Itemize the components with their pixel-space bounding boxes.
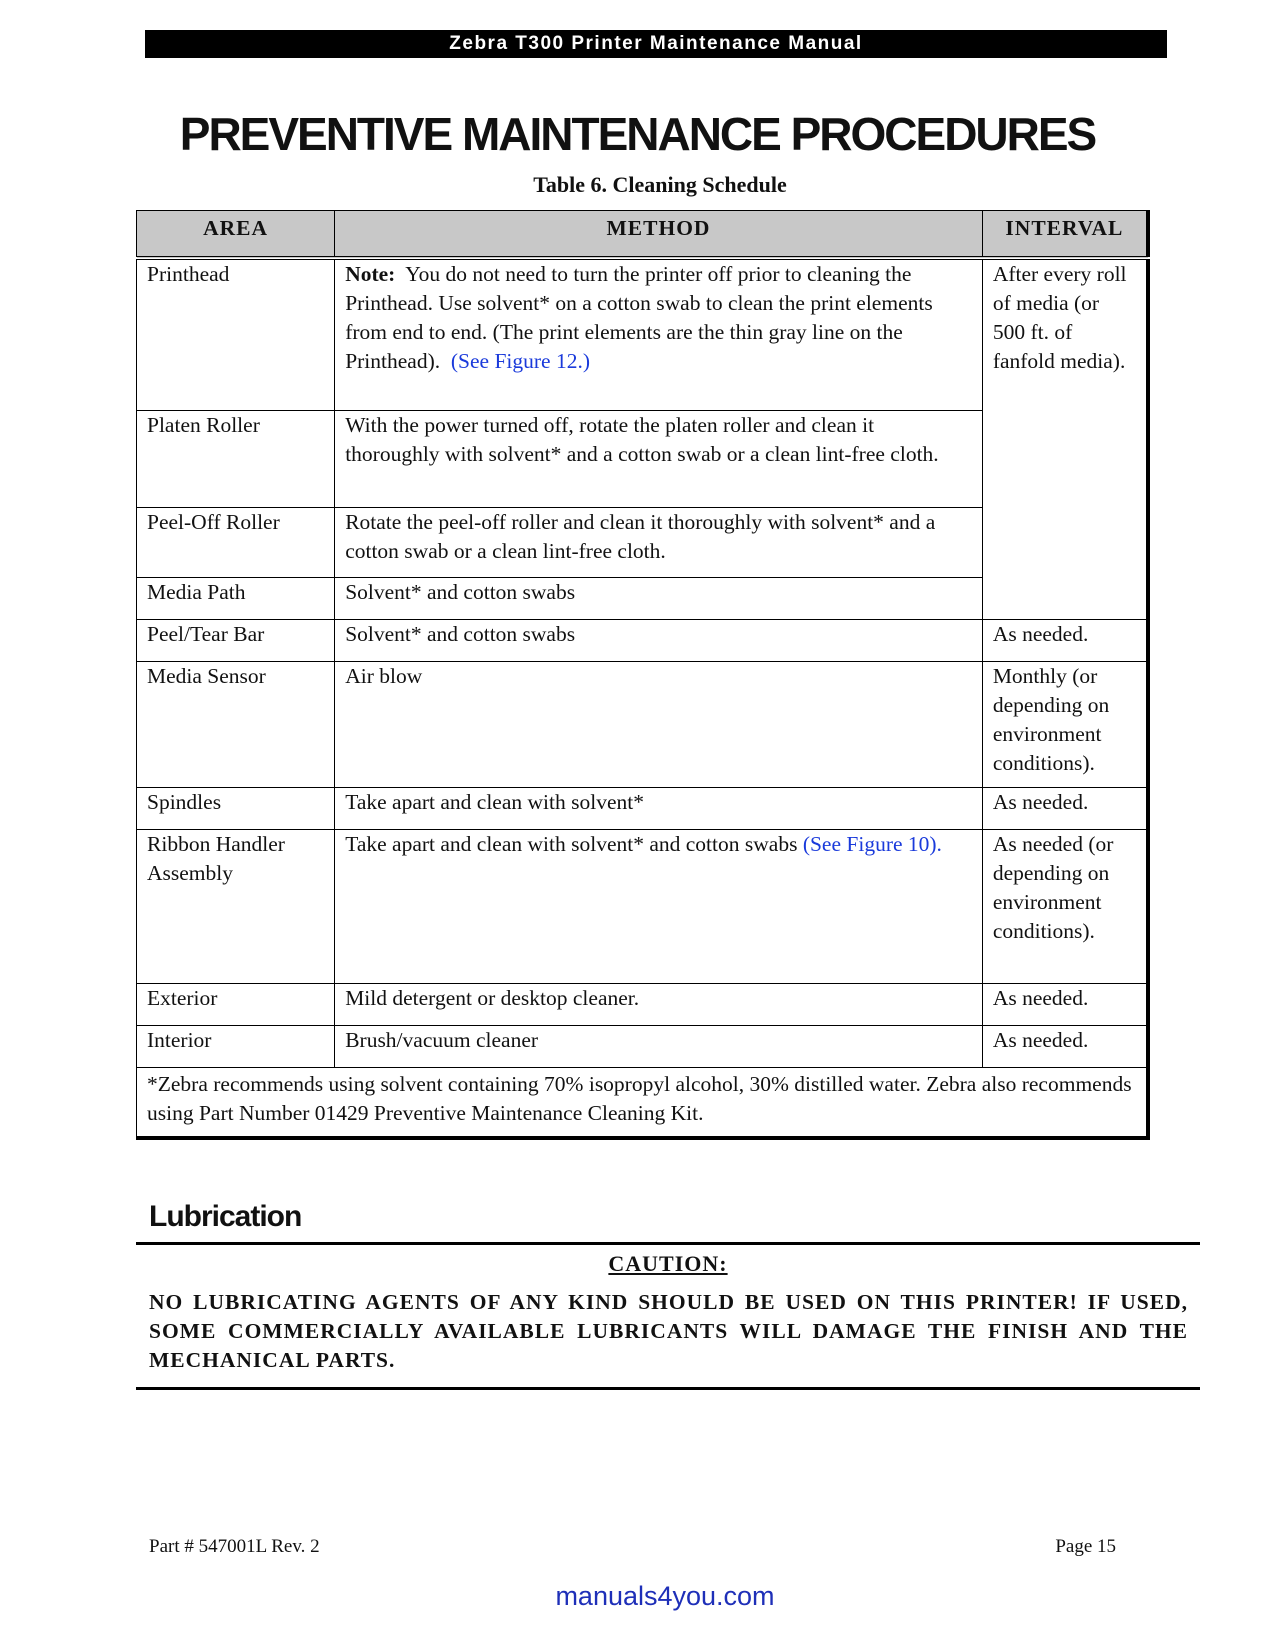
method-cell: Rotate the peel-off roller and clean it thoroughly with solvent* and a cotton swab or a clean lint-free cloth. xyxy=(335,507,983,577)
area-cell: Peel/Tear Bar xyxy=(137,619,335,661)
area-cell: Media Sensor xyxy=(137,661,335,787)
column-header-interval: INTERVAL xyxy=(982,211,1148,259)
table-row xyxy=(137,829,1149,983)
interval-cell: As needed. xyxy=(982,787,1148,829)
method-cell: Air blow xyxy=(335,661,983,787)
area-cell: Peel-Off Roller xyxy=(137,507,335,577)
method-cell: Brush/vacuum cleaner xyxy=(335,1025,983,1067)
table-row xyxy=(137,1025,1149,1067)
column-header-area: AREA xyxy=(137,211,335,259)
interval-cell: As needed. xyxy=(982,619,1148,661)
note-label: Note: xyxy=(345,262,396,286)
area-cell: Printhead xyxy=(137,258,335,410)
method-cell: Solvent* and cotton swabs xyxy=(335,577,983,619)
method-cell xyxy=(335,829,983,983)
solvent-footnote: *Zebra recommends using solvent containing 70% isopropyl alcohol, 30% distilled water. Zebra also recommends using Part Number 01429 Preventive Maintenance Cleaning Kit. xyxy=(137,1067,1149,1138)
running-header: Zebra T300 Printer Maintenance Manual xyxy=(145,30,1167,58)
area-cell: Spindles xyxy=(137,787,335,829)
area-cell: Media Path xyxy=(137,577,335,619)
watermark: manuals4you.com xyxy=(555,1581,775,1611)
table-header-row xyxy=(137,211,1149,259)
caution-title: CAUTION: xyxy=(608,1251,728,1276)
lubrication-heading: Lubrication xyxy=(149,1200,302,1233)
part-number: Part # 547001L Rev. 2 xyxy=(149,1536,320,1557)
table-row xyxy=(137,661,1149,787)
method-cell: Solvent* and cotton swabs xyxy=(335,619,983,661)
method-text: Take apart and clean with solvent* and cotton swabs xyxy=(345,831,798,856)
table-caption: Table 6. Cleaning Schedule xyxy=(533,172,787,197)
interval-cell: As needed. xyxy=(982,983,1148,1025)
method-cell: Take apart and clean with solvent* xyxy=(335,787,983,829)
area-cell: Exterior xyxy=(137,983,335,1025)
caution-bottom-rule xyxy=(136,1387,1200,1390)
interval-cell: As needed. xyxy=(982,1025,1148,1067)
method-cell xyxy=(335,258,983,410)
page-title: PREVENTIVE MAINTENANCE PROCEDURES xyxy=(179,108,1096,160)
cleaning-schedule-table xyxy=(136,210,1150,1140)
table-row xyxy=(137,787,1149,829)
caution-top-rule xyxy=(136,1242,1200,1245)
interval-cell: As needed (or depending on environment conditions). xyxy=(982,829,1148,983)
column-header-method: METHOD xyxy=(335,211,983,259)
table-row xyxy=(137,258,1149,410)
interval-cell: After every roll of media (or 500 ft. of fanfold media). xyxy=(982,258,1148,619)
table-row xyxy=(137,619,1149,661)
method-cell: With the power turned off, rotate the platen roller and clean it thoroughly with solvent* and a cotton swab or a clean lint-free cloth. xyxy=(335,410,983,507)
interval-cell: Monthly (or depending on environment conditions). xyxy=(982,661,1148,787)
see-figure-12-link[interactable]: (See Figure 12.) xyxy=(450,349,590,373)
page-number: Page 15 xyxy=(1055,1536,1116,1557)
caution-text: NO LUBRICATING AGENTS OF ANY KIND SHOULD BE USED ON THIS PRINTER! IF USED, SOME COMMERCIALLY AVAILABLE LUBRICANTS WILL DAMAGE THE FINISH AND THE MECHANICAL PARTS. xyxy=(149,1290,1188,1372)
footnote-row xyxy=(137,1067,1149,1138)
area-cell: Platen Roller xyxy=(137,410,335,507)
method-text: You do not need to turn the printer off prior to cleaning the Printhead. Use solvent* on a cotton swab to clean the print elements from end to end. (The print elements are the thin gray line on the Printhead). xyxy=(345,262,933,373)
area-cell: Interior xyxy=(137,1025,335,1067)
area-cell: Ribbon Handler Assembly xyxy=(137,829,335,983)
method-cell: Mild detergent or desktop cleaner. xyxy=(335,983,983,1025)
table-row xyxy=(137,983,1149,1025)
see-figure-10-link[interactable]: (See Figure 10). xyxy=(802,831,942,856)
